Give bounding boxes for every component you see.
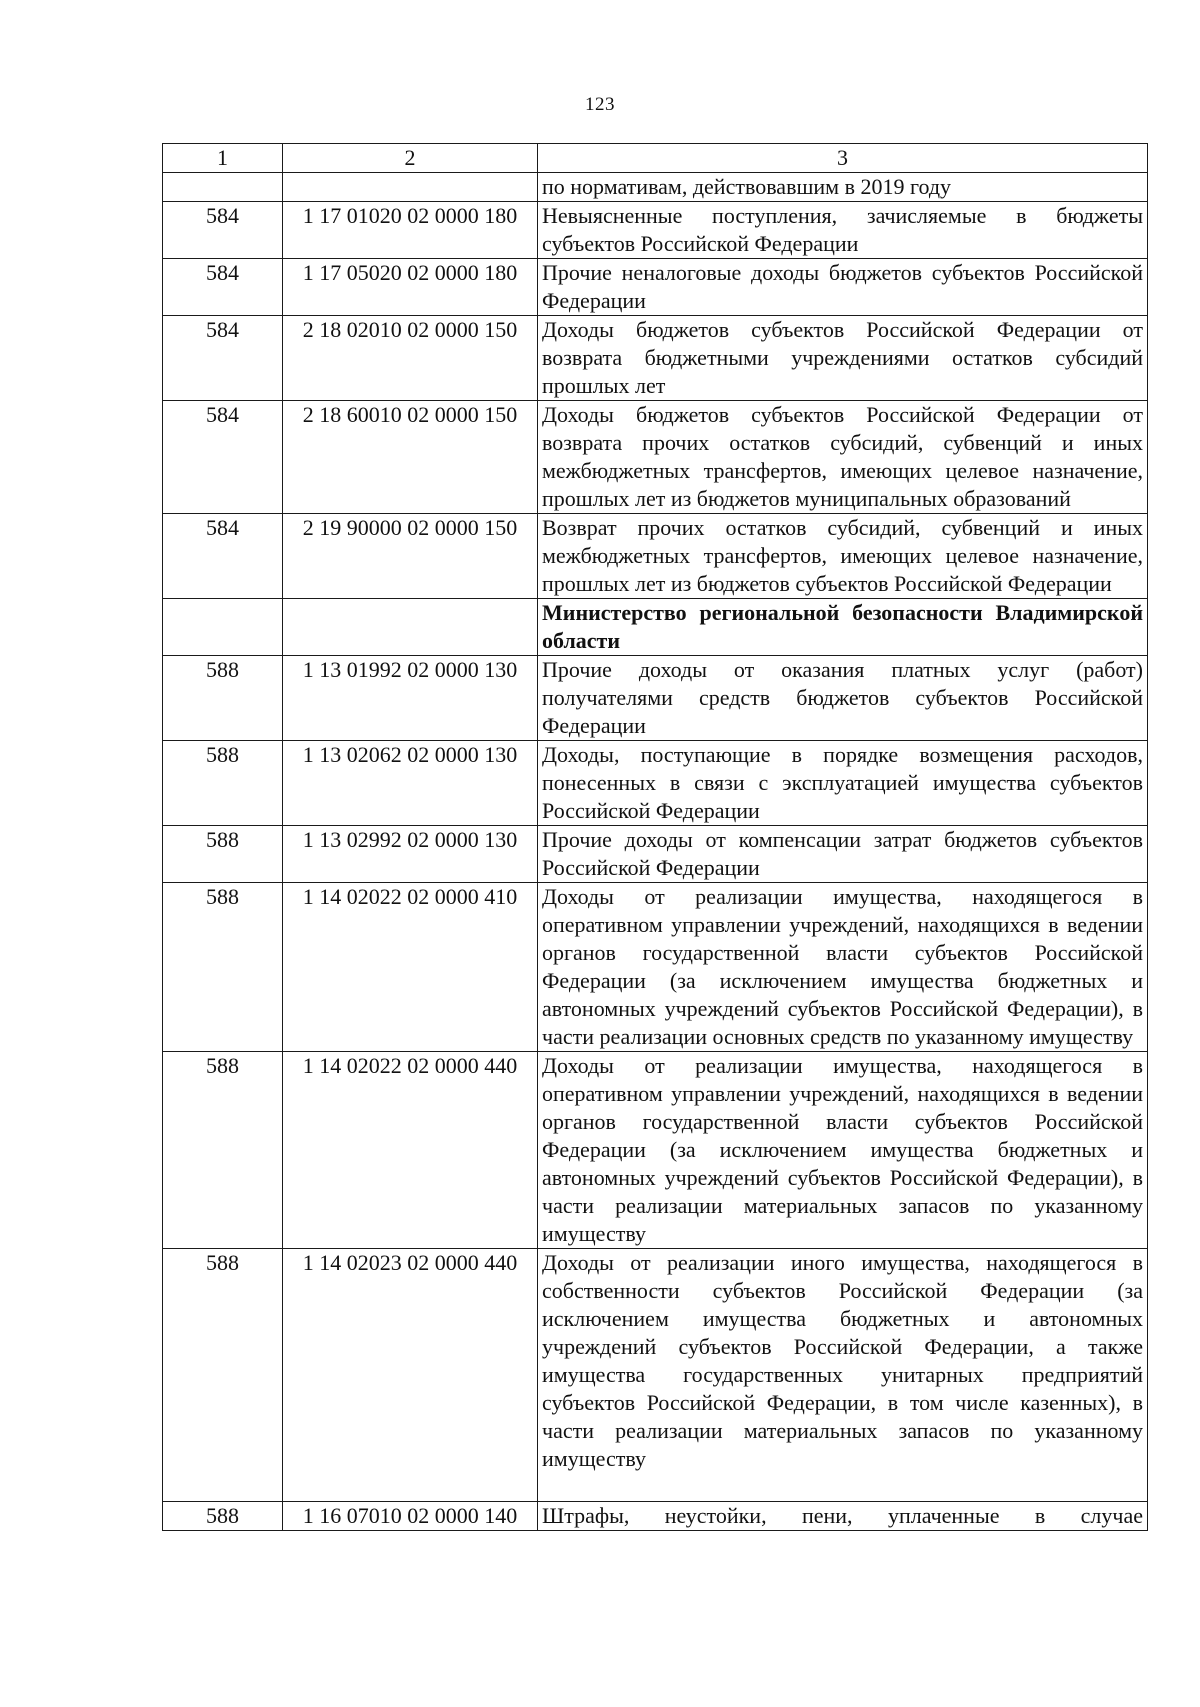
revenue-code: 1 13 01992 02 0000 130 bbox=[283, 656, 538, 741]
admin-code: 584 bbox=[163, 202, 283, 259]
table-row bbox=[163, 1052, 1148, 1249]
revenue-description: Доходы, поступающие в порядке возмещения расходов, понесенных в связи с эксплуатацией имущества субъектов Российской Федерации bbox=[538, 741, 1148, 826]
admin-code: 588 bbox=[163, 1249, 283, 1502]
admin-code: 588 bbox=[163, 883, 283, 1052]
table-row bbox=[163, 883, 1148, 1052]
revenue-description: Невыясненные поступления, зачисляемые в бюджеты субъектов Российской Федерации bbox=[538, 202, 1148, 259]
revenue-code: 1 14 02022 02 0000 440 bbox=[283, 1052, 538, 1249]
table-row bbox=[163, 656, 1148, 741]
admin-code: 584 bbox=[163, 514, 283, 599]
page-number: 123 bbox=[585, 94, 615, 115]
admin-code: 588 bbox=[163, 826, 283, 883]
ministry-heading: Министерство региональной безопасности Владимирской области bbox=[538, 599, 1148, 656]
revenue-code: 1 13 02992 02 0000 130 bbox=[283, 826, 538, 883]
admin-code: 584 bbox=[163, 259, 283, 316]
revenue-codes-table bbox=[162, 143, 1148, 1531]
table-row bbox=[163, 741, 1148, 826]
table-row bbox=[163, 202, 1148, 259]
admin-code: 588 bbox=[163, 1052, 283, 1249]
revenue-description: Прочие доходы от компенсации затрат бюджетов субъектов Российской Федерации bbox=[538, 826, 1148, 883]
column-header-code: 2 bbox=[283, 144, 538, 173]
revenue-code: 1 17 05020 02 0000 180 bbox=[283, 259, 538, 316]
table-row bbox=[163, 1249, 1148, 1502]
revenue-description: Доходы от реализации имущества, находящегося в оперативном управлении учреждений, находящихся в ведении органов государственной власти субъектов Российской Федерации (за исключением имущества бюджетных и автономных учреждений субъектов Российской Федерации), в части реализации материальных запасов по указанному имуществу bbox=[538, 1052, 1148, 1249]
revenue-description: Доходы от реализации имущества, находящегося в оперативном управлении учреждений, находящихся в ведении органов государственной власти субъектов Российской Федерации (за исключением имущества бюджетных и автономных учреждений субъектов Российской Федерации), в части реализации основных средств по указанному имуществу bbox=[538, 883, 1148, 1052]
section-heading-row bbox=[163, 599, 1148, 656]
admin-code: 588 bbox=[163, 656, 283, 741]
revenue-description: Доходы бюджетов субъектов Российской Федерации от возврата бюджетными учреждениями остатков субсидий прошлых лет bbox=[538, 316, 1148, 401]
revenue-code: 1 16 07010 02 0000 140 bbox=[283, 1502, 538, 1531]
revenue-code bbox=[283, 599, 538, 656]
table-row bbox=[163, 401, 1148, 514]
revenue-description: Штрафы, неустойки, пени, уплаченные в случае bbox=[538, 1502, 1148, 1531]
revenue-code: 2 19 90000 02 0000 150 bbox=[283, 514, 538, 599]
admin-code: 588 bbox=[163, 1502, 283, 1531]
revenue-description: Прочие неналоговые доходы бюджетов субъектов Российской Федерации bbox=[538, 259, 1148, 316]
column-header-description: 3 bbox=[538, 144, 1148, 173]
admin-code: 584 bbox=[163, 316, 283, 401]
revenue-description: Прочие доходы от оказания платных услуг (работ) получателями средств бюджетов субъектов Российской Федерации bbox=[538, 656, 1148, 741]
revenue-description: Доходы бюджетов субъектов Российской Федерации от возврата прочих остатков субсидий, субвенций и иных межбюджетных трансфертов, имеющих целевое назначение, прошлых лет из бюджетов муниципальных образований bbox=[538, 401, 1148, 514]
table-cell-empty bbox=[163, 173, 283, 202]
revenue-code: 1 14 02022 02 0000 410 bbox=[283, 883, 538, 1052]
column-header-admin: 1 bbox=[163, 144, 283, 173]
revenue-code: 2 18 60010 02 0000 150 bbox=[283, 401, 538, 514]
table-row bbox=[163, 514, 1148, 599]
table-row bbox=[163, 826, 1148, 883]
table-row bbox=[163, 259, 1148, 316]
table-cell-empty bbox=[283, 173, 538, 202]
revenue-code: 1 13 02062 02 0000 130 bbox=[283, 741, 538, 826]
table-row bbox=[163, 1502, 1148, 1531]
revenue-code: 2 18 02010 02 0000 150 bbox=[283, 316, 538, 401]
revenue-description: Доходы от реализации иного имущества, находящегося в собственности субъектов Российской Федерации (за исключением имущества бюджетных и автономных учреждений субъектов Российской Федерации, а также имущества государственных унитарных предприятий субъектов Российской Федерации, в том числе казенных), в части реализации материальных запасов по указанному имуществу bbox=[538, 1249, 1148, 1502]
admin-code bbox=[163, 599, 283, 656]
table-header-row bbox=[163, 144, 1148, 173]
revenue-description: Возврат прочих остатков субсидий, субвенций и иных межбюджетных трансфертов, имеющих целевое назначение, прошлых лет из бюджетов субъектов Российской Федерации bbox=[538, 514, 1148, 599]
revenue-code: 1 14 02023 02 0000 440 bbox=[283, 1249, 538, 1502]
revenue-code: 1 17 01020 02 0000 180 bbox=[283, 202, 538, 259]
continuation-row bbox=[163, 173, 1148, 202]
admin-code: 588 bbox=[163, 741, 283, 826]
continuation-text: по нормативам, действовавшим в 2019 году bbox=[538, 173, 1148, 202]
admin-code: 584 bbox=[163, 401, 283, 514]
table-row bbox=[163, 316, 1148, 401]
